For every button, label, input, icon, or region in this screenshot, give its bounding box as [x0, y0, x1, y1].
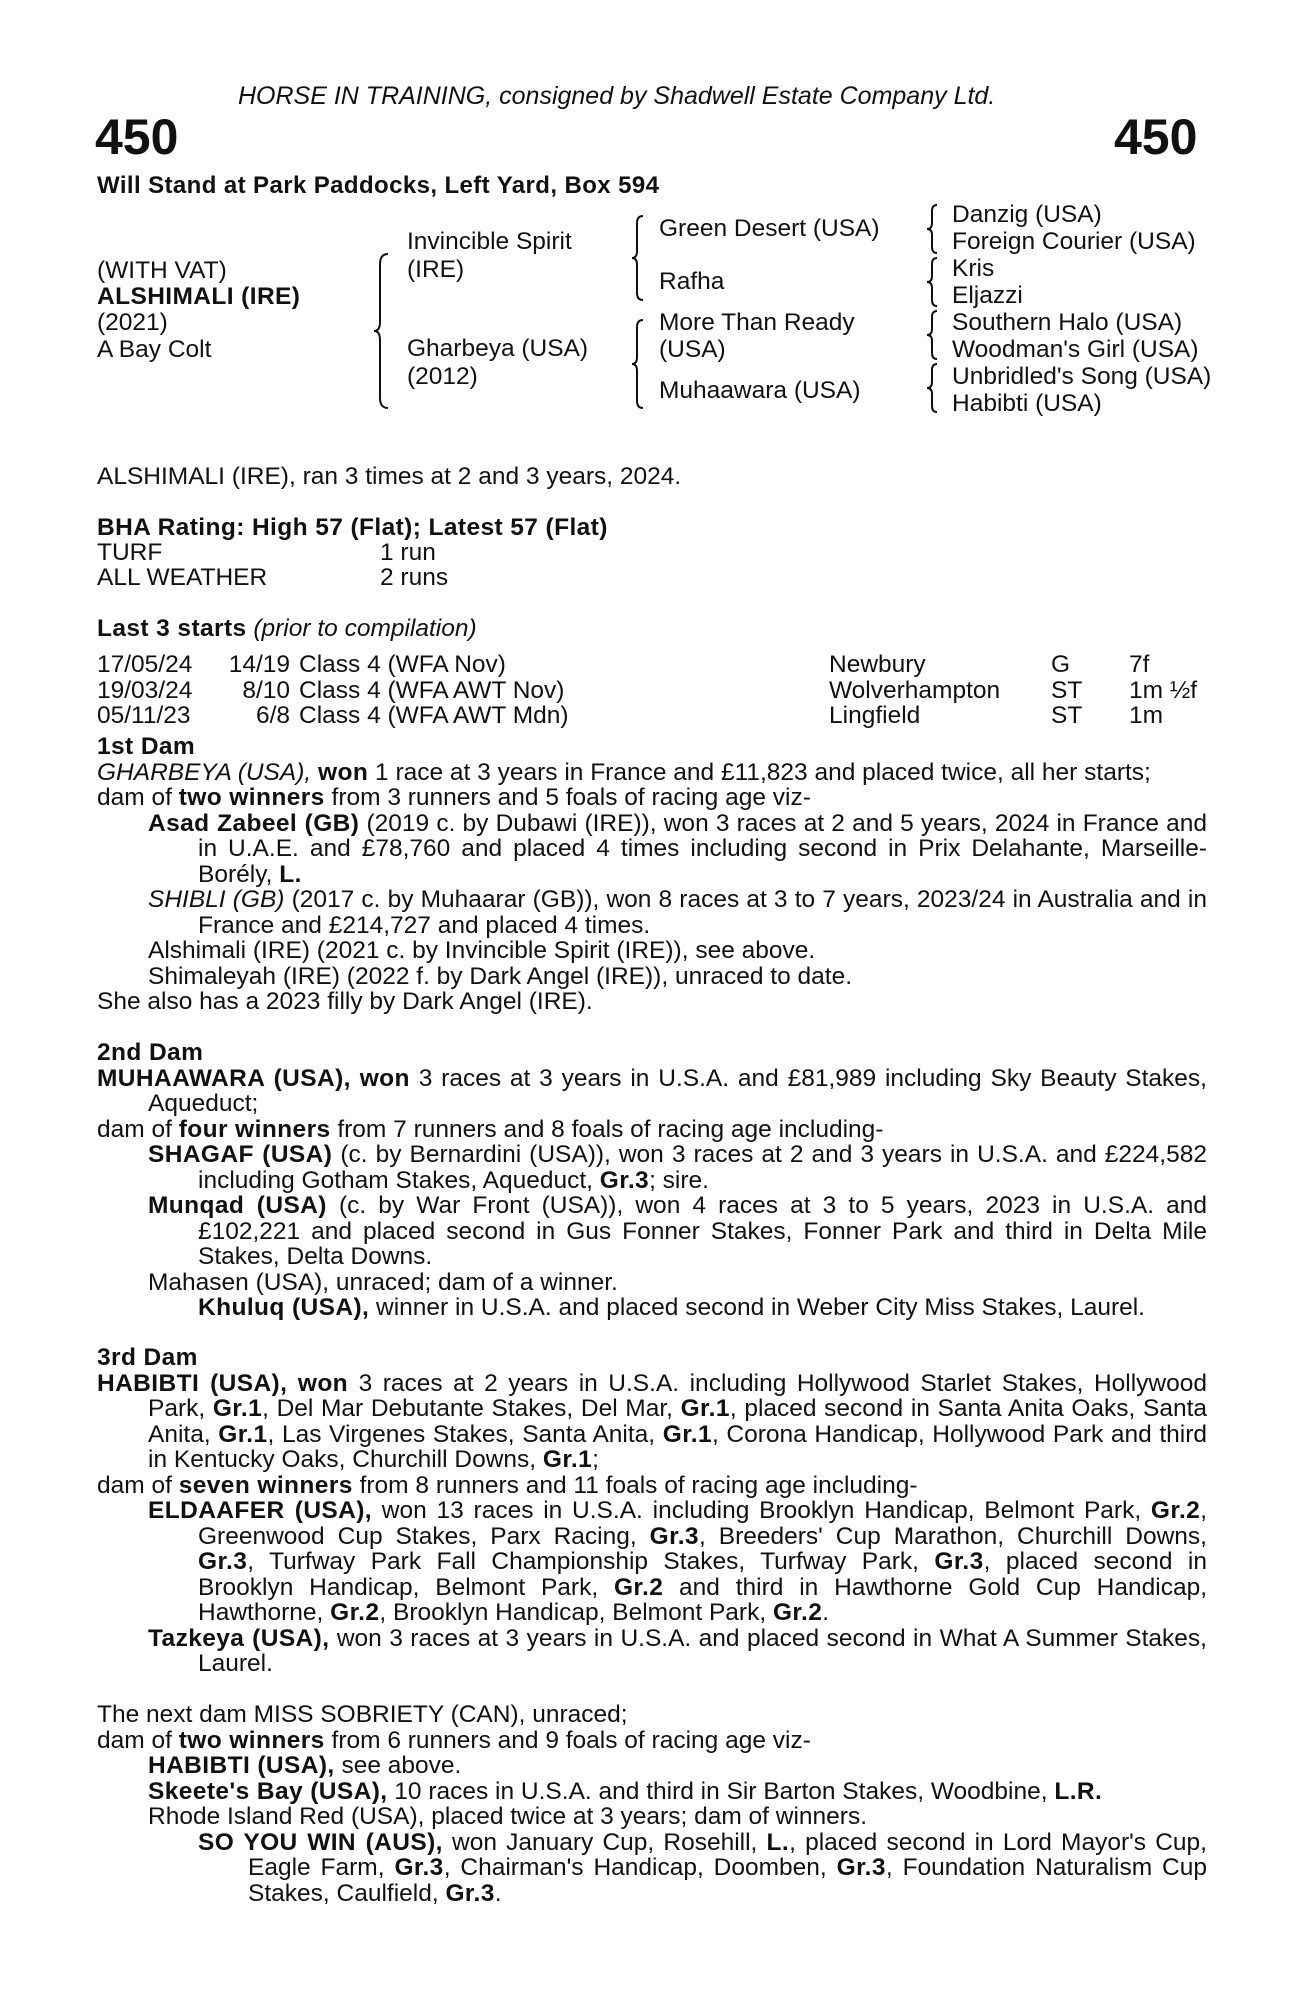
intro-text: , Del Mar Debutante Stakes, Del Mar, — [262, 1395, 673, 1422]
intro-text: , placed second in Santa Anita Oaks, Santa Anita, — [148, 1395, 1207, 1448]
produce-name: Tazkeya (USA), — [148, 1624, 330, 1652]
run-date: 17/05/24 — [97, 651, 193, 678]
produce-note: She also has a 2023 filly by Dark Angel (IRE). — [97, 988, 593, 1015]
sire-country: (IRE) — [407, 256, 465, 283]
produce-text: . — [822, 1599, 830, 1626]
grade-label: Gr.2 — [613, 1573, 664, 1601]
run-race: Class 4 (WFA AWT Nov) — [299, 676, 565, 704]
dam-sire: More Than Ready — [659, 309, 855, 336]
run-date: 05/11/23 — [97, 702, 191, 729]
intro-text: , Corona Handicap, Hollywood Park and third in Kentucky Oaks, Churchill Downs, — [148, 1420, 1208, 1473]
first-dam-intro-text: 1 race at 3 years in France and £11,823 and placed twice, all her starts; — [375, 758, 1151, 786]
table-row — [97, 678, 1197, 704]
horse-name: ALSHIMALI (IRE) — [97, 283, 301, 310]
produce-entry — [97, 1753, 1207, 1779]
grade-label: Gr.2 — [772, 1599, 823, 1626]
first-dam-name: GHARBEYA (USA), — [97, 758, 312, 786]
sire-name: Invincible Spirit — [407, 228, 572, 255]
third-dam-section — [97, 1345, 1207, 1677]
run-going: G — [1051, 651, 1071, 678]
run-distance: 1m ½f — [1129, 676, 1198, 704]
produce-text: won 3 races at 3 years in U.S.A. and placed second in What A Summer Stakes, Laurel. — [198, 1624, 1207, 1677]
run-going: ST — [1051, 702, 1083, 729]
bha-rating: BHA Rating: High 57 (Flat); Latest 57 (Flat) — [97, 514, 608, 541]
produce-entry — [97, 1295, 1207, 1321]
produce-text: , placed second in Lord Mayor's Cup, Eagle Farm, — [248, 1828, 1207, 1881]
produce-text: and third in Hawthorne Gold Cup Handicap, Hawthorne, — [198, 1573, 1208, 1626]
consignment-line: HORSE IN TRAINING, consigned by Shadwell Estate Company Ltd. — [238, 82, 996, 110]
rating-surface-aw: ALL WEATHER — [97, 564, 268, 591]
dam-sire-country: (USA) — [659, 336, 726, 363]
dam-name: Gharbeya (USA) — [407, 335, 589, 362]
produce-name: Asad Zabeel (GB) — [148, 809, 360, 837]
grade-label: Gr.1 — [662, 1420, 713, 1448]
produce-entry — [97, 1779, 1207, 1805]
produce-text: , Brooklyn Handicap, Belmont Park, — [379, 1599, 767, 1626]
produce-name: Skeete's Bay (USA), — [148, 1777, 388, 1805]
dam-of-label: dam of — [97, 1115, 172, 1143]
run-distance: 7f — [1129, 651, 1150, 678]
produce-name: HABIBTI (USA), — [148, 1752, 335, 1779]
third-dam-won: won — [297, 1369, 349, 1397]
ancestor-dds: Unbridled's Song (USA) — [952, 363, 1212, 390]
grade-label: L.R. — [1054, 1777, 1103, 1805]
ancestor-sds: Kris — [952, 255, 995, 282]
produce-text: . — [494, 1879, 502, 1907]
last-starts-heading — [97, 616, 477, 642]
grade-label: Gr.3 — [394, 1854, 444, 1881]
last-starts-title: Last 3 starts — [97, 615, 247, 642]
produce-entry — [97, 1498, 1207, 1626]
second-dam-section — [97, 1040, 1207, 1321]
produce-text: , Breeders' Cup Marathon, Churchill Downs, — [698, 1522, 1207, 1550]
grade-label: Gr.3 — [445, 1879, 495, 1907]
second-dam-won: won — [359, 1064, 410, 1092]
produce-text: won January Cup, Rosehill, — [452, 1828, 758, 1856]
produce-text: (2019 c. by Dubawi (IRE)), won 3 races at 2 and 5 years, 2024 in France and in U.A.E. and £78,760 and placed 4 times including second in Prix Delahante, Marseille-Borély, — [198, 809, 1208, 888]
produce-name: ELDAAFER (USA), — [148, 1497, 373, 1524]
produce-text: , Turfway Park Fall Championship Stakes, Turfway Park, — [247, 1548, 919, 1575]
ancestor-sdd: Eljazzi — [952, 282, 1023, 309]
runners-text: from 6 runners and 9 foals of racing age viz- — [331, 1726, 811, 1754]
dam-of-label: dam of — [97, 1471, 172, 1499]
produce-name: Munqad (USA) — [148, 1192, 327, 1219]
produce-text: , Chairman's Handicap, Doomben, — [443, 1854, 827, 1881]
rating-surface-turf: TURF — [97, 539, 163, 566]
third-dam-name: HABIBTI (USA), — [97, 1369, 288, 1397]
next-dam-intro: The next dam MISS SOBRIETY (CAN), unraced; — [97, 1701, 628, 1728]
last-starts-note: (prior to compilation) — [253, 615, 477, 642]
run-position: 8/10 — [242, 676, 290, 704]
pedigree-main-brace — [372, 252, 394, 410]
intro-text: ; — [592, 1446, 599, 1473]
second-dam-produce-summary — [97, 1117, 1207, 1143]
grade-label: Gr.2 — [1150, 1497, 1201, 1524]
produce-entry: Alshimali (IRE) (2021 c. by Invincible Spirit (IRE)), see above. — [148, 937, 816, 964]
produce-name: SO YOU WIN (AUS), — [198, 1828, 443, 1856]
grade-label: Gr.3 — [836, 1854, 886, 1881]
grade-label: L. — [279, 860, 302, 888]
winners-count: four winners — [178, 1115, 331, 1143]
first-dam-section — [97, 734, 1207, 1015]
grade-label: Gr.3 — [649, 1522, 699, 1550]
produce-entry — [97, 1830, 1207, 1907]
produce-entry — [97, 1193, 1207, 1270]
run-position: 14/19 — [228, 651, 290, 678]
next-dam-produce-summary — [97, 1728, 1207, 1754]
produce-text: ; sire. — [649, 1166, 709, 1194]
winners-count: two winners — [178, 784, 325, 811]
first-dam-intro — [97, 760, 1207, 786]
rating-runs-turf: 1 run — [380, 539, 436, 566]
produce-name: Khuluq (USA), — [198, 1294, 370, 1321]
next-dam-section — [97, 1702, 1207, 1906]
third-dam-heading: 3rd Dam — [97, 1344, 198, 1371]
pedigree-brace-g1 — [925, 203, 941, 255]
run-course: Newbury — [829, 651, 926, 678]
produce-text: 10 races in U.S.A. and third in Sir Barton Stakes, Woodbine, — [394, 1777, 1048, 1805]
lot-number-right: 450 — [1114, 109, 1198, 165]
table-row — [97, 652, 1197, 678]
produce-entry — [97, 1142, 1207, 1193]
run-distance: 1m — [1129, 702, 1164, 729]
pedigree-dam-brace — [630, 318, 648, 410]
first-dam-produce-summary — [97, 785, 1207, 811]
dam-of-label: dam of — [97, 1726, 172, 1754]
run-race: Class 4 (WFA AWT Mdn) — [299, 702, 569, 729]
ancestor-ddd: Habibti (USA) — [952, 390, 1102, 417]
produce-text: (c. by Bernardini (USA)), won 3 races at 2 and 3 years in U.S.A. and £224,582 including Gotham Stakes, Aqueduct, — [198, 1141, 1207, 1194]
pedigree-brace-g3 — [925, 309, 941, 361]
runners-text: from 7 runners and 8 foals of racing age including- — [337, 1115, 884, 1143]
rating-runs-aw: 2 runs — [380, 564, 449, 591]
runners-text: from 3 runners and 5 foals of racing age viz- — [331, 784, 811, 811]
ancestor-dsd: Woodman's Girl (USA) — [952, 336, 1199, 363]
grade-label: Gr.1 — [542, 1446, 593, 1473]
ancestor-ssd: Foreign Courier (USA) — [952, 228, 1196, 255]
grade-label: Gr.3 — [934, 1548, 984, 1575]
dam-year: (2012) — [407, 363, 478, 390]
ancestor-dss: Southern Halo (USA) — [952, 309, 1183, 336]
run-race: Class 4 (WFA Nov) — [299, 651, 506, 678]
first-dam-won: won — [318, 758, 369, 786]
winners-count: seven winners — [178, 1471, 353, 1499]
runners-text: from 8 runners and 11 foals of racing age including- — [359, 1471, 918, 1499]
grade-label: Gr.3 — [198, 1548, 248, 1575]
grade-label: Gr.3 — [599, 1166, 650, 1194]
produce-entry — [97, 887, 1207, 938]
stand-location: Will Stand at Park Paddocks, Left Yard, Box 594 — [97, 172, 660, 199]
produce-text: (c. by War Front (USA)), won 4 races at 3 to 5 years, 2023 in U.S.A. and £102,221 and placed second in Gus Fonner Stakes, Fonner Park and third in Delta Mile Stakes, Delta Downs. — [198, 1192, 1207, 1270]
produce-text: won 13 races in U.S.A. including Brooklyn Handicap, Belmont Park, — [381, 1497, 1142, 1524]
intro-text: 3 races at 2 years in U.S.A. including Hollywood Starlet Stakes, Hollywood Park, — [148, 1369, 1207, 1422]
run-going: ST — [1051, 676, 1083, 704]
lot-number-left: 450 — [95, 109, 179, 165]
produce-entry: Mahasen (USA), unraced; dam of a winner. — [148, 1268, 618, 1296]
horse-description: A Bay Colt — [97, 336, 212, 363]
grade-label: Gr.1 — [680, 1395, 730, 1422]
grade-label: Gr.1 — [218, 1420, 268, 1448]
produce-text: , Greenwood Cup Stakes, Parx Racing, — [198, 1497, 1207, 1550]
table-row — [97, 703, 1197, 729]
third-dam-produce-summary — [97, 1473, 1207, 1499]
second-dam-intro — [97, 1066, 1207, 1117]
grade-label: Gr.1 — [212, 1395, 263, 1422]
run-date: 19/03/24 — [97, 676, 193, 704]
produce-text: , Foundation Naturalism Cup Stakes, Caulfield, — [248, 1854, 1207, 1907]
foaling-year: (2021) — [97, 309, 168, 336]
run-course: Lingfield — [829, 702, 921, 729]
produce-name: SHIBLI (GB) — [148, 886, 285, 913]
third-dam-intro — [97, 1371, 1207, 1473]
winners-count: two winners — [178, 1726, 325, 1754]
dam-of-label: dam of — [97, 784, 172, 811]
first-dam-heading: 1st Dam — [97, 733, 196, 760]
grade-label: L. — [766, 1828, 790, 1856]
produce-entry — [97, 1626, 1207, 1677]
second-dam-intro-text: 3 races at 3 years in U.S.A. and £81,989 including Sky Beauty Stakes, Aqueduct; — [148, 1064, 1207, 1117]
produce-text: see above. — [341, 1752, 462, 1779]
produce-text: , placed second in Brooklyn Handicap, Belmont Park, — [198, 1548, 1207, 1601]
produce-text: winner in U.S.A. and placed second in Weber City Miss Stakes, Laurel. — [376, 1294, 1145, 1321]
pedigree-brace-g2 — [925, 256, 941, 308]
last-starts-table — [97, 652, 1197, 729]
pedigree-brace-g4 — [925, 362, 941, 414]
race-summary: ALSHIMALI (IRE), ran 3 times at 2 and 3 years, 2024. — [97, 463, 682, 490]
produce-name: SHAGAF (USA) — [148, 1141, 333, 1168]
produce-entry — [97, 811, 1207, 888]
ancestor-sss: Danzig (USA) — [952, 201, 1102, 228]
run-course: Wolverhampton — [829, 676, 1001, 704]
vat-status: (WITH VAT) — [97, 257, 227, 284]
pedigree-sire-brace — [630, 214, 648, 302]
produce-entry: Rhode Island Red (USA), placed twice at 3 years; dam of winners. — [148, 1803, 868, 1830]
produce-entry: Shimaleyah (IRE) (2022 f. by Dark Angel (IRE)), unraced to date. — [148, 962, 853, 990]
dam-dam: Muhaawara (USA) — [659, 377, 861, 404]
intro-text: , Las Virgenes Stakes, Santa Anita, — [267, 1420, 656, 1448]
grade-label: Gr.2 — [330, 1599, 380, 1626]
second-dam-name: MUHAAWARA (USA), — [97, 1064, 351, 1092]
produce-text: (2017 c. by Muhaarar (GB)), won 8 races at 3 to 7 years, 2023/24 in Australia and in France and £214,727 and placed 4 times. — [198, 886, 1207, 939]
sire-dam: Rafha — [659, 268, 725, 295]
sire-sire: Green Desert (USA) — [659, 215, 880, 242]
second-dam-heading: 2nd Dam — [97, 1039, 204, 1066]
run-position: 6/8 — [255, 702, 290, 729]
